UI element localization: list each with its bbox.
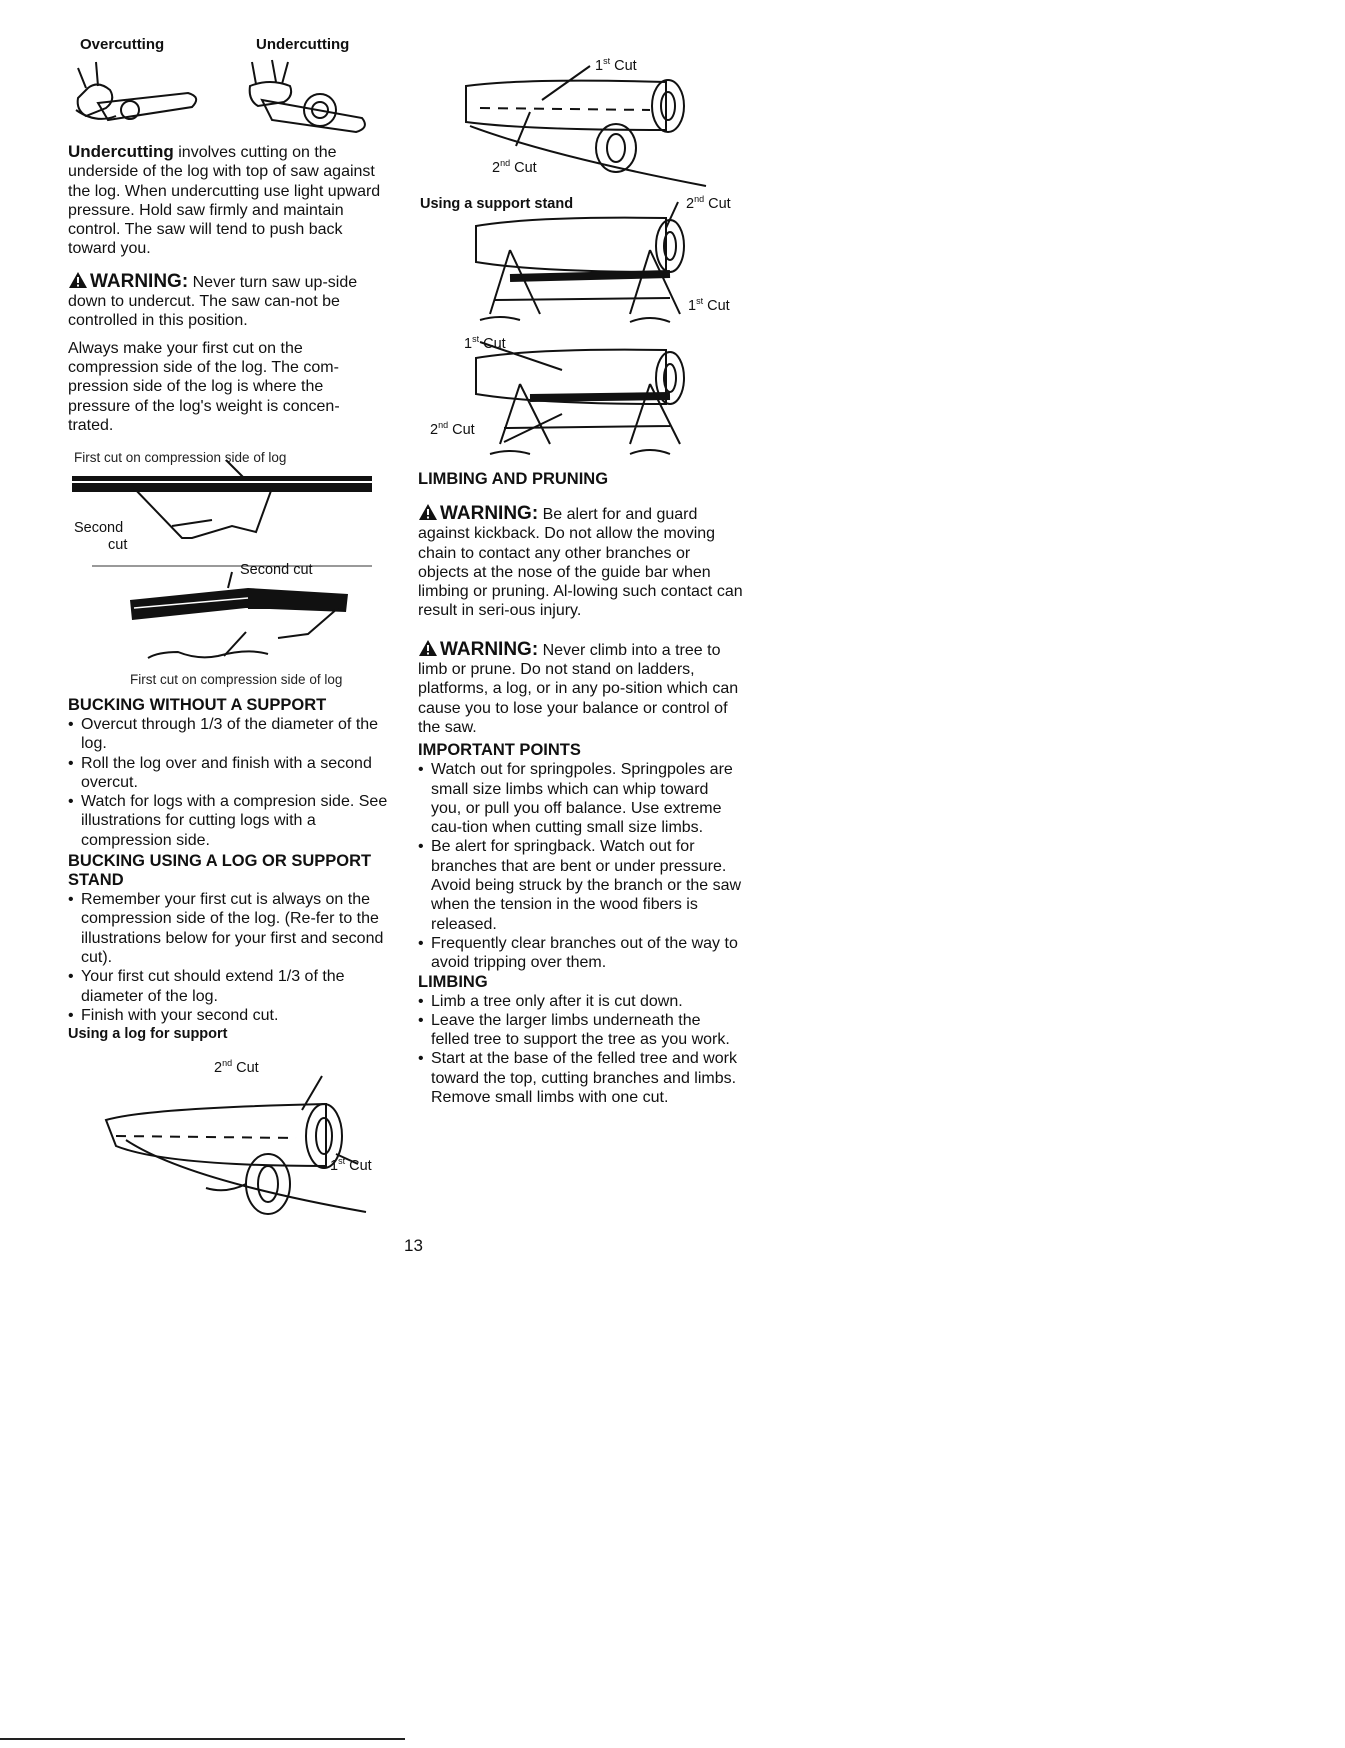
fig1-second-label: Second (74, 520, 124, 536)
warning-icon (418, 639, 438, 657)
warning-undercut (68, 271, 384, 331)
list-item: • Start at the base of the felled tree and work toward the top, cutting branches and limbs. Remove small limbs with one cut. (418, 1049, 743, 1107)
list-item: • Be alert for springback. Watch out for branches that are bent or under pressure. Avoid being struck by the branch or the saw when the tension in the wood fibers is released. (418, 837, 743, 933)
limbing-list (418, 992, 743, 1108)
fig6-illustration (470, 344, 700, 464)
compression-paragraph: Always make your first cut on the compression side of the log. The com-pression side of the log is where the pressure of the log's weight is concen-trated. (68, 339, 340, 434)
fig3-illustration (96, 1080, 356, 1230)
important-points-heading: IMPORTANT POINTS (418, 741, 581, 760)
warning-text: Be alert for and guard against kickback. Do not allow the moving chain to contact any other branches or objects at the nose of the guide bar when limbing or pruning. Al-lowing such contact can result in seri-ous injury. (418, 506, 743, 620)
overcutting-illustration (68, 58, 208, 138)
fig1-caption: First cut on compression side of log (74, 450, 287, 465)
undercutting-text: involves cutting on the underside of the log with top of saw against the log. When undercutting use light upward pressure. Hold saw firmly and maintain control. The saw will tend to push back toward you. (68, 144, 381, 258)
warning-title: WARNING: (440, 503, 539, 524)
list-item: • Your first cut should extend 1/3 of the diameter of the log. (68, 967, 388, 1006)
list-item: • Finish with your second cut. (68, 1006, 388, 1025)
bucking-without-support-heading: BUCKING WITHOUT A SUPPORT (68, 696, 327, 714)
limbing-heading: LIMBING (418, 972, 488, 991)
list-item: • Frequently clear branches out of the way to avoid tripping over them. (418, 934, 743, 973)
fig2-illustration (128, 578, 358, 674)
fig6-1st-cut-label: 1st Cut (464, 334, 506, 352)
list-item: • Limb a tree only after it is cut down. (418, 992, 743, 1011)
fig3-1st-cut-label: 1st Cut (330, 1156, 372, 1174)
warning-kickback (418, 503, 743, 621)
important-points-list (418, 760, 743, 972)
list-item: • Remember your first cut is always on the compression side of the log. (Re-fer to the illustrations below for your first and second cut). (68, 890, 388, 967)
warning-text: Never climb into a tree to limb or prune. Do not stand on ladders, platforms, a log, or in any po-sition which can cause you to lose your balance or control of the saw. (418, 641, 739, 736)
undercutting-term: Undercutting (68, 142, 174, 161)
bucking-using-log-heading: BUCKING USING A LOG OR SUPPORT STAND (68, 852, 372, 890)
fig2-second-cut-label: Second cut (240, 562, 313, 578)
warning-title: WARNING: (440, 638, 539, 660)
warning-climb (418, 639, 743, 737)
fig3-caption: Using a log for support (68, 1026, 228, 1043)
list-item: • Overcut through 1/3 of the diameter of the log. (68, 715, 388, 754)
undercutting-illustration (232, 58, 382, 138)
list-item: • Watch out for springpoles. Springpoles are small size limbs which can whip toward you, or pull you off balance. Use extreme cau-tion when cutting small size limbs. (418, 760, 743, 837)
bucking-sections (68, 696, 388, 1044)
limbing-pruning-heading: LIMBING AND PRUNING (418, 470, 609, 488)
page-number: 13 (404, 1236, 423, 1255)
fig4-1st-cut-label: 1st Cut (595, 56, 637, 74)
bucking-without-support-list (68, 715, 388, 850)
right-column (418, 470, 743, 1107)
list-item: • Roll the log over and finish with a second overcut. (68, 754, 388, 793)
bottom-rule (0, 1738, 405, 1740)
fig1-cut-label: cut (108, 537, 128, 553)
undercutting-paragraph (68, 142, 384, 259)
fig5-caption: Using a support stand (420, 196, 574, 212)
warning-text: Never turn saw up-side down to undercut. The saw can-not be controlled in this position. (68, 273, 358, 330)
warning-icon (68, 271, 88, 289)
bucking-using-log-list (68, 890, 388, 1025)
fig5-illustration (470, 210, 700, 330)
warning-title: WARNING: (90, 270, 189, 292)
undercutting-label: Undercutting (256, 36, 350, 53)
left-column (68, 142, 384, 435)
list-item: • Watch for logs with a compresion side. See illustrations for cutting logs with a compression side. (68, 792, 388, 850)
warning-icon (418, 503, 438, 521)
list-item: • Leave the larger limbs underneath the felled tree to support the tree as you work. (418, 1011, 743, 1050)
overcutting-label: Overcutting (80, 36, 165, 53)
fig6-2nd-cut-label: 2nd Cut (430, 420, 475, 438)
fig3-2nd-cut-label: 2nd Cut (214, 1058, 259, 1076)
fig2-caption: First cut on compression side of log (130, 672, 343, 687)
fig4-2nd-cut-label: 2nd Cut (492, 158, 537, 176)
fig5-1st-cut-label: 1st Cut (688, 296, 730, 314)
fig5-2nd-cut-label: 2nd Cut (686, 194, 731, 212)
